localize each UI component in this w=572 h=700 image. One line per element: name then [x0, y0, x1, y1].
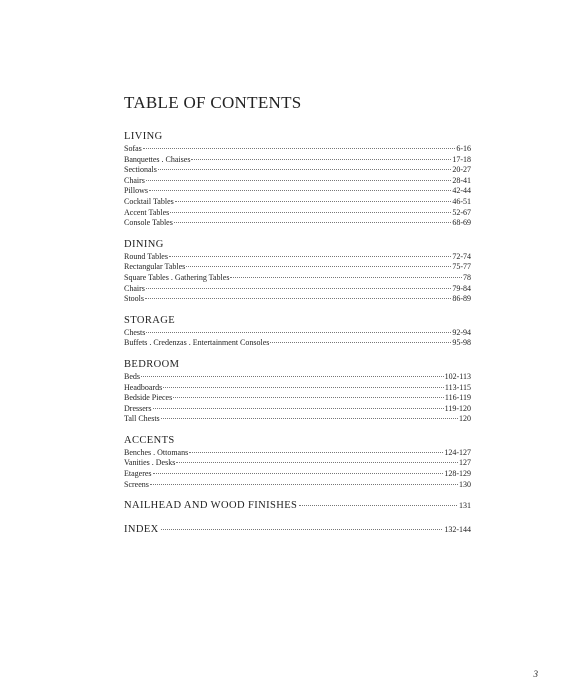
table-of-contents	[124, 93, 471, 547]
toc-entry-index	[124, 523, 471, 537]
toc-entry	[124, 294, 471, 305]
entry-pages: 92-94	[452, 327, 471, 337]
entry-label: Cocktail Tables	[124, 196, 174, 206]
toc-entry	[124, 186, 471, 197]
dot-leader	[161, 529, 443, 530]
section-heading: LIVING	[124, 131, 163, 142]
entry-label: Etageres	[124, 469, 152, 479]
entry-label: Rectangular Tables	[124, 262, 186, 272]
entry-pages: 20-27	[452, 165, 471, 175]
toc-entry	[124, 262, 471, 273]
entry-label: Round Tables	[124, 251, 168, 261]
dot-leader	[153, 473, 444, 474]
entry-label: NAILHEAD AND WOOD FINISHES	[124, 500, 298, 512]
toc-entry	[124, 252, 471, 263]
toc-entry	[124, 338, 471, 349]
toc-entry	[124, 469, 471, 480]
entry-pages: 130	[459, 479, 471, 489]
toc-entry	[124, 284, 471, 295]
entry-label: Headboards	[124, 382, 163, 392]
entry-pages: 102-113	[444, 371, 471, 381]
page-title: TABLE OF CONTENTS	[124, 93, 302, 112]
toc-entry	[124, 165, 471, 176]
entry-label: Dressers	[124, 403, 152, 413]
entry-label: Benches . Ottomans	[124, 447, 189, 457]
dot-leader	[189, 452, 443, 453]
dot-leader	[230, 277, 462, 278]
dot-leader	[175, 201, 452, 202]
dot-leader	[153, 408, 444, 409]
entry-label: Bedside Pieces	[124, 393, 173, 403]
entry-pages: 79-84	[452, 283, 471, 293]
entry-pages: 113-115	[444, 382, 471, 392]
dot-leader	[145, 298, 451, 299]
entry-pages: 28-41	[452, 175, 471, 185]
page-number: 3	[533, 669, 538, 679]
entry-pages: 17-18	[452, 154, 471, 164]
dot-leader	[158, 169, 451, 170]
section-heading: ACCENTS	[124, 434, 175, 446]
toc-entry	[124, 197, 471, 208]
toc-section-bedroom	[124, 358, 471, 425]
toc-section-accents	[124, 434, 471, 490]
toc-entry	[124, 218, 471, 229]
entry-label: INDEX	[124, 524, 159, 536]
toc-entry	[124, 273, 471, 284]
dot-leader	[141, 376, 444, 377]
entry-label: Accent Tables	[124, 207, 170, 217]
section-heading: STORAGE	[124, 314, 176, 326]
toc-entry-nailhead-finishes	[124, 499, 471, 513]
entry-label: Square Tables . Gathering Tables	[124, 272, 230, 282]
dot-leader	[299, 505, 457, 506]
dot-leader	[163, 387, 444, 388]
entry-label: Stools	[124, 294, 145, 304]
toc-entry	[124, 480, 471, 491]
entry-pages: 127	[459, 458, 471, 468]
dot-leader	[169, 256, 451, 257]
entry-label: Console Tables	[124, 218, 173, 228]
toc-entry	[124, 328, 471, 339]
dot-leader	[146, 180, 451, 181]
entry-pages: 72-74	[452, 251, 471, 261]
entry-label: Tall Chests	[124, 414, 160, 424]
dot-leader	[270, 342, 451, 343]
entry-pages: 95-98	[452, 338, 471, 348]
toc-entry	[124, 208, 471, 219]
toc-section-storage	[124, 314, 471, 349]
entry-label: Sofas	[124, 144, 142, 153]
entry-pages: 52-67	[452, 207, 471, 217]
entry-label: Chairs	[124, 283, 145, 293]
toc-section-dining	[124, 238, 471, 305]
entry-label: Banquettes . Chaises	[124, 154, 191, 164]
dot-leader	[176, 462, 458, 463]
entry-pages: 46-51	[452, 196, 471, 206]
dot-leader	[150, 484, 458, 485]
dot-leader	[161, 418, 458, 419]
entry-pages: 86-89	[452, 294, 471, 304]
dot-leader	[173, 397, 444, 398]
toc-entry	[124, 372, 471, 383]
entry-pages: 120	[459, 414, 471, 424]
entry-pages: 6-16	[456, 144, 471, 153]
toc-entry	[124, 458, 471, 469]
dot-leader	[149, 190, 451, 191]
toc-entry	[124, 404, 471, 415]
entry-pages: 116-119	[444, 393, 471, 403]
entry-label: Sectionals	[124, 165, 157, 175]
toc-entry	[124, 144, 471, 155]
dot-leader	[146, 332, 451, 333]
entry-pages: 124-127	[444, 447, 471, 457]
dot-leader	[186, 266, 451, 267]
entry-label: Beds	[124, 371, 140, 381]
entry-label: Pillows	[124, 186, 149, 196]
entry-label: Screens	[124, 479, 149, 489]
entry-pages: 68-69	[452, 218, 471, 228]
entry-pages: 78	[463, 272, 471, 282]
toc-section-living	[124, 130, 471, 229]
toc-entry	[124, 393, 471, 404]
toc-entry	[124, 448, 471, 459]
dot-leader	[174, 222, 451, 223]
entry-label: Chests	[124, 327, 146, 337]
dot-leader	[143, 148, 456, 149]
section-heading: DINING	[124, 238, 164, 250]
dot-leader	[191, 159, 451, 160]
toc-entry	[124, 383, 471, 394]
entry-label: Buffets . Credenzas . Entertainment Consoles	[124, 338, 270, 348]
entry-label: Vanities . Desks	[124, 458, 176, 468]
entry-pages: 42-44	[452, 186, 471, 196]
entry-pages: 75-77	[452, 262, 471, 272]
entry-pages: 132-144	[444, 525, 471, 535]
dot-leader	[170, 212, 451, 213]
toc-entry	[124, 414, 471, 425]
entry-pages: 128-129	[444, 469, 471, 479]
entry-pages: 131	[459, 501, 471, 511]
toc-entry	[124, 155, 471, 166]
dot-leader	[146, 288, 451, 289]
entry-pages: 119-120	[444, 403, 471, 413]
section-heading: BEDROOM	[124, 358, 180, 370]
toc-entry	[124, 176, 471, 187]
entry-label: Chairs	[124, 175, 145, 185]
